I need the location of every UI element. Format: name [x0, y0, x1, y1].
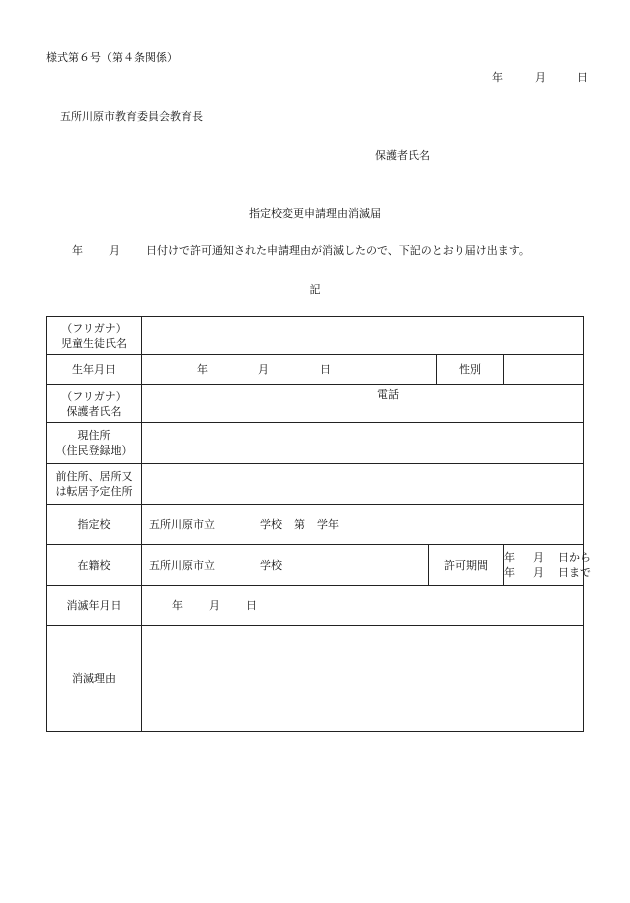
submission-date — [492, 69, 588, 85]
prev-address-label-line2: は転居予定住所 — [55, 485, 133, 498]
period-to — [504, 565, 591, 580]
table-row-designated-school — [47, 505, 584, 545]
designated-school-suffix: 学校 — [260, 518, 282, 531]
birth-year: 年 — [197, 363, 208, 376]
designated-school-field[interactable] — [142, 505, 584, 545]
gender-label: 性別 — [437, 355, 504, 385]
document-title: 指定校変更申請理由消滅届 — [249, 207, 381, 220]
grade-suffix: 学年 — [317, 518, 339, 531]
birthdate-label: 生年月日 — [47, 355, 142, 385]
student-name-furigana: （フリガナ） — [61, 321, 127, 335]
permit-period-text: 許可期間 — [444, 558, 488, 572]
table-row-extinction-reason — [47, 626, 584, 732]
enrolled-school-suffix: 学校 — [260, 558, 282, 572]
form-number: 様式第６号（第４条関係） — [46, 51, 178, 64]
permit-period-label — [429, 545, 504, 586]
extinction-reason-field[interactable] — [142, 626, 584, 732]
table-row-extinction-date — [47, 586, 584, 626]
student-name-text: 児童生徒氏名 — [61, 336, 127, 350]
birth-day: 日 — [320, 363, 331, 376]
period-to-month: 月 — [533, 566, 544, 579]
guardian-furigana: （フリガナ） — [61, 389, 127, 403]
enrolled-city: 五所川原市立 — [149, 558, 215, 572]
body-text — [72, 242, 530, 258]
prev-address-label — [47, 464, 142, 505]
birth-month: 月 — [258, 363, 269, 376]
ext-day: 日 — [246, 599, 257, 612]
guardian-name-label: 保護者氏名 — [375, 149, 430, 162]
gender-field[interactable] — [504, 355, 584, 385]
body-month: 月 — [109, 244, 120, 257]
date-month: 月 — [535, 71, 546, 84]
period-to-year: 年 — [504, 566, 515, 579]
period-from-year: 年 — [504, 551, 515, 564]
enrolled-school-field[interactable] — [142, 545, 429, 586]
extinction-reason-label: 消滅理由 — [47, 626, 142, 732]
guardian-label — [47, 385, 142, 423]
address-label-line2: （住民登録地） — [55, 444, 133, 457]
designated-school-label: 指定校 — [47, 505, 142, 545]
phone-label: 電話 — [377, 388, 399, 401]
permit-period-field[interactable] — [504, 545, 591, 586]
designated-city: 五所川原市立 — [149, 518, 215, 531]
prev-address-field[interactable] — [142, 464, 584, 505]
student-name-field[interactable] — [142, 317, 584, 355]
table-row-guardian — [47, 385, 584, 423]
addressee: 五所川原市教育委員会教育長 — [60, 110, 203, 123]
grade-prefix: 第 — [294, 518, 305, 531]
address-label — [47, 423, 142, 464]
extinction-date-field[interactable] — [142, 586, 584, 626]
student-name-label — [47, 317, 142, 355]
ki-heading: 記 — [309, 283, 321, 296]
body-year: 年 — [72, 244, 83, 257]
table-row-birthdate — [47, 355, 584, 385]
body-sentence: 日付けで許可通知された申請理由が消滅したので、下記のとおり届け出ます。 — [146, 244, 530, 257]
notification-form-table — [46, 316, 591, 732]
address-label-line1: 現住所 — [77, 429, 111, 442]
table-row-address — [47, 423, 584, 464]
table-row-student-name — [47, 317, 584, 355]
period-from — [504, 550, 591, 565]
birthdate-field[interactable] — [142, 355, 437, 385]
guardian-field[interactable] — [142, 385, 584, 423]
enrolled-school-label: 在籍校 — [47, 545, 142, 586]
period-to-day: 日まで — [558, 566, 591, 579]
period-from-month: 月 — [533, 551, 544, 564]
table-row-enrolled-school — [47, 545, 584, 586]
extinction-date-label: 消滅年月日 — [47, 586, 142, 626]
date-day: 日 — [577, 71, 588, 84]
table-row-prev-address — [47, 464, 584, 505]
ext-month: 月 — [209, 599, 220, 612]
period-from-day: 日から — [558, 551, 591, 564]
guardian-name-text: 保護者氏名 — [66, 404, 122, 418]
prev-address-label-line1: 前住所、居所又 — [55, 470, 133, 483]
address-field[interactable] — [142, 423, 584, 464]
ext-year: 年 — [172, 599, 183, 612]
date-year: 年 — [492, 71, 503, 84]
